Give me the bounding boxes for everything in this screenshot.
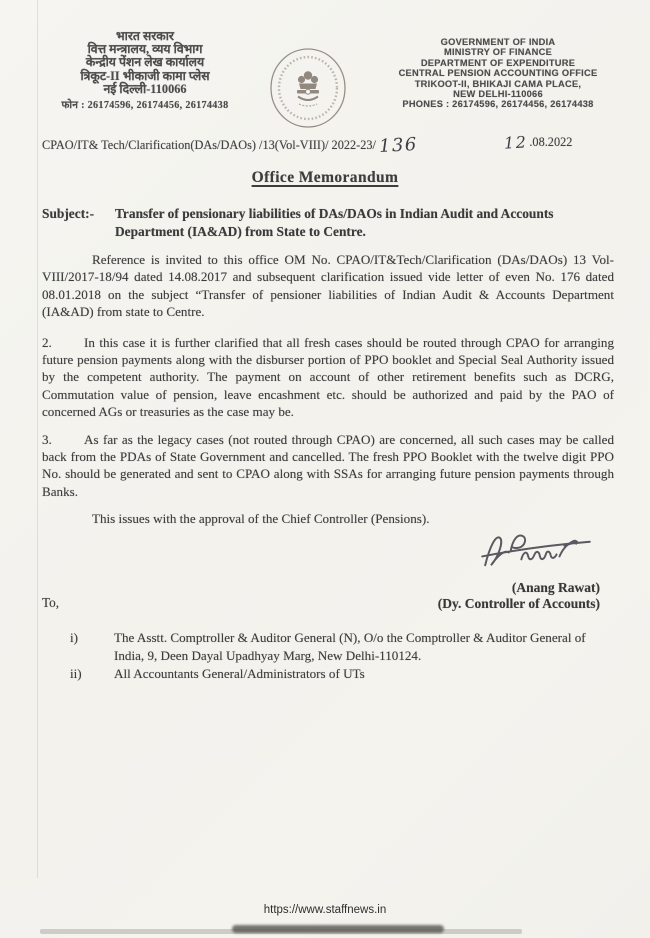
addressee-index: i) (70, 630, 78, 645)
closing-line: This issues with the approval of the Chief Controller (Pensions). (92, 511, 430, 527)
paragraph-3-number: 3. (42, 431, 52, 447)
reference-number-row (42, 133, 419, 158)
english-phone-line: PHONES : 26174596, 26174456, 26174438 (402, 99, 594, 110)
ashoka-emblem-seal-icon (268, 46, 348, 130)
date-printed: .08.2022 (529, 135, 573, 149)
hindi-phone-line: फोन : 26174596, 26174456, 26174438 (61, 100, 229, 112)
paragraph-3 (42, 431, 614, 501)
date-row (503, 131, 573, 153)
to-label: To, (42, 595, 60, 610)
date-day-handwritten: 12 (503, 132, 528, 153)
english-line: MINISTRY OF FINANCE (443, 47, 553, 58)
reference-number-printed: CPAO/IT& Tech/Clarification(DAs/DAOs) /13(Vol-VIII)/ 2022-23/ (42, 138, 376, 152)
signatory-name: (Anang Rawat) (511, 580, 600, 595)
signature-block (388, 530, 600, 612)
addressee-text: All Accountants General/Administrators of UTs (114, 666, 365, 681)
paragraph-2-text: In this case it is further clarified that all fresh cases should be routed through CPAO for arranging future pension payments along with the disburser portion of PPO booklet and Special Seal Authority issued by the competent authority. The payment on account of other retirement benefits such as DCRG, Commutation value of pension, leave encashment etc. should be authorized and paid by the PAO of concerned AGs or treasuries as the case may be. (42, 334, 614, 420)
subject-block (42, 205, 620, 241)
hindi-line: वित्त मन्त्रालय, व्यय विभाग (87, 42, 203, 57)
hindi-line: नई दिल्ली-110066 (103, 81, 187, 96)
hindi-line: भारत सरकार (116, 29, 174, 43)
letterhead-english (352, 37, 644, 110)
english-line: NEW DELHI-110066 (453, 89, 543, 100)
paragraph-2-number: 2. (42, 334, 52, 350)
page-fold-line (37, 0, 38, 878)
subject-label: Subject:- (42, 206, 95, 221)
memo-body (42, 251, 614, 528)
paragraph-3-text: As far as the legacy cases (not routed through CPAO) are concerned, all such cases may be called back from the PDAs of State Government and cancelled. The fresh PPO Booklet with the twelve digit PPO No. should be generated and sent to CPAO along with SSAs for arranging future pension payments through Banks. (42, 431, 614, 499)
english-line: CENTRAL PENSION ACCOUNTING OFFICE (398, 68, 598, 79)
signatory-designation: (Dy. Controller of Accounts) (437, 596, 600, 611)
addressee-item (70, 665, 618, 683)
memo-title-row (0, 169, 650, 187)
addressee-text: The Asstt. Comptroller & Auditor General (N), O/o the Comptroller & Auditor General of India, 9, Deen Dayal Upadhyay Marg, New Delhi-110124. (114, 630, 586, 663)
watermark-url: https://www.staffnews.in (263, 904, 387, 916)
addressee-item (70, 629, 618, 664)
handwritten-signature-icon (388, 530, 596, 580)
letterhead-hindi (28, 30, 262, 112)
hindi-line: केन्द्रीय पेंशन लेख कार्यालय (85, 55, 205, 70)
english-line: TRIKOOT-II, BHIKAJI CAMA PLACE, (414, 78, 582, 89)
hindi-line: त्रिकूट-II भीकाजी कामा प्लेस (80, 68, 210, 83)
addressee-list (70, 629, 618, 684)
paragraph-2 (42, 334, 614, 421)
scan-bottom-smudge (232, 925, 444, 933)
paragraph-1: Reference is invited to this office OM No. CPAO/IT&Tech/Clarification (DAs/DAOs) 13 Vol-VIII/2017-18/94 dated 14.08.2017 and subsequent clarification issued vide letter of even No. 176 dated 08.01.2018 on the subject “Transfer of pensioner liabilities of Indian Audit & Accounts Department (IA&AD) from state to Centre. (42, 252, 614, 320)
english-line: DEPARTMENT OF EXPENDITURE (420, 57, 576, 68)
english-line: GOVERNMENT OF INDIA (440, 37, 556, 47)
memo-title: Office Memorandum (251, 169, 399, 186)
reference-number-handwritten: 136 (378, 133, 419, 158)
subject-text: Transfer of pensionary liabilities of DAs/DAOs in Indian Audit and Accounts Department (IA&AD) from State to Centre. (115, 206, 554, 239)
addressee-index: ii) (70, 666, 82, 681)
